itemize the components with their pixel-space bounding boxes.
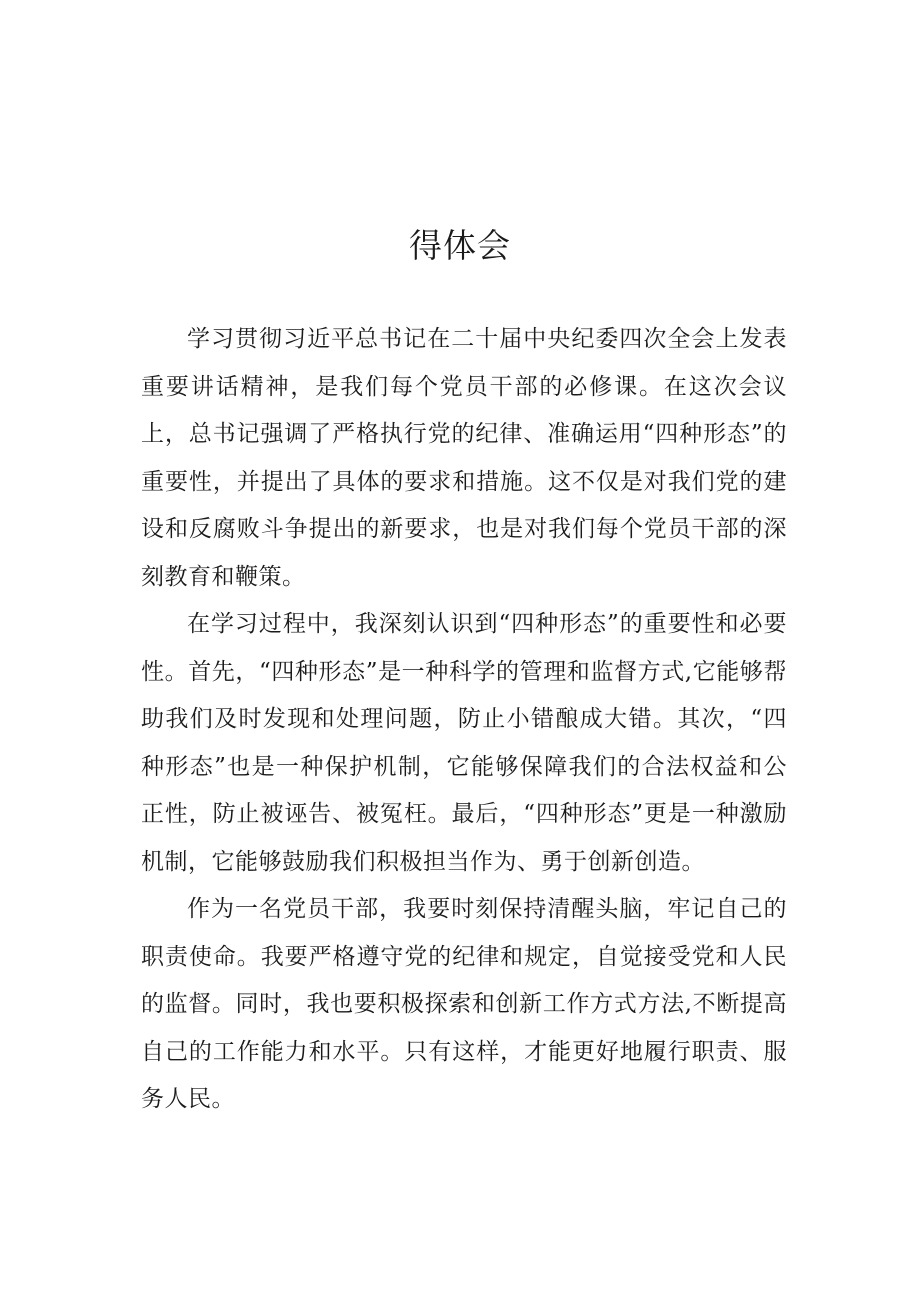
paragraph-1: 学习贯彻习近平总书记在二十届中央纪委四次全会上发表重要讲话精神，是我们每个党员干部的必修课。在这次会议上，总书记强调了严格执行党的纪律、准确运用“四种形态”的重要性，并提出了具体的要求和措施。这不仅是对我们党的建设和反腐败斗争提出的新要求，也是对我们每个党员干部的深刻教育和鞭策。 <box>141 326 787 590</box>
paragraph-3: 作为一名党员干部，我要时刻保持清醒头脑，牢记自己的职责使命。我要严格遵守党的纪律和规定，自觉接受党和人民的监督。同时，我也要积极探索和创新工作方式方法,不断提高自己的工作能力和水平。只有这样，才能更好地履行职责、服务人民。 <box>141 896 787 1112</box>
document-body <box>141 316 787 1124</box>
paragraph-2: 在学习过程中，我深刻认识到“四种形态”的重要性和必要性。首先，“四种形态”是一种科学的管理和监督方式,它能够帮助我们及时发现和处理问题，防止小错酿成大错。其次，“四种形态”也是一种保护机制，它能够保障我们的合法权益和公正性，防止被诬告、被冤枉。最后，“四种形态”更是一种激励机制，它能够鼓励我们积极担当作为、勇于创新创造。 <box>141 611 787 875</box>
document-title: 得体会 <box>409 226 511 265</box>
